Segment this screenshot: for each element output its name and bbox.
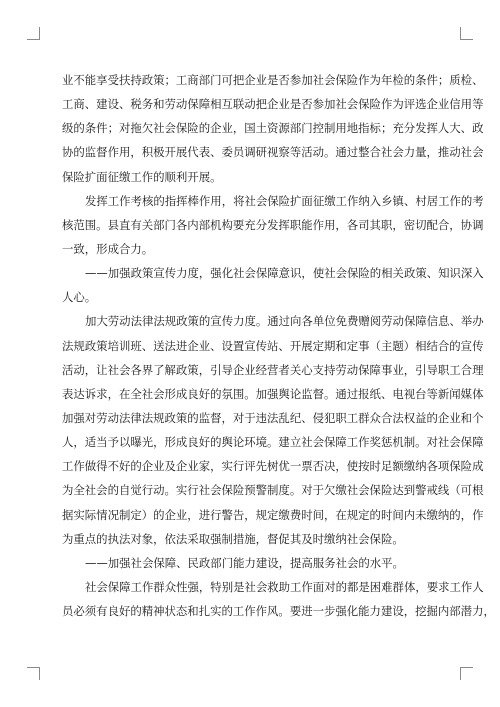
crop-mark-top-right [460, 27, 473, 40]
text-line: ——加强政策宣传力度，强化社会保障意识，使社会保险的相关政策、知识深入 [85, 266, 484, 281]
paragraph [62, 575, 495, 623]
text-line: 为重点的执法对象，依法采取强制措施，督促其及时缴纳社会保险。 [62, 531, 404, 546]
text-line: 核范围。县直有关部门各内部机构要充分发挥职能作用，各司其职，密切配合，协调 [62, 217, 484, 232]
text-line: 人心。 [62, 290, 97, 305]
crop-mark-bottom-left [27, 667, 40, 680]
text-line: 加大劳动法律法规政策的宣传力度。通过向各单位免费赠阅劳动保障信息、举办 [85, 314, 484, 329]
text-line: 工作做得不好的企业及企业家，实行评先树优一票否决，使按时足额缴纳各项保险成 [62, 459, 484, 474]
paragraph [62, 551, 438, 575]
text-line: 社会保障工作群众性强，特别是社会救助工作面对的都是困难群体，要求工作人 [85, 579, 484, 594]
text-line: ——加强社会保障、民政部门能力建设，提高服务社会的水平。 [85, 555, 404, 570]
text-line: 工商、建设、税务和劳动保障相互联动把企业是否参加社会保险作为评选企业信用等 [62, 97, 484, 112]
text-line: 发挥工作考核的指挥棒作用，将社会保险扩面征缴工作纳入乡镇、村居工作的考 [85, 193, 484, 208]
text-line: 级的条件；对拖欠社会保险的企业，国土资源部门控制用地指标；充分发挥人大、政 [62, 121, 484, 136]
paragraph [62, 261, 484, 309]
paragraph [62, 189, 484, 261]
paragraph [62, 309, 484, 550]
crop-mark-top-left [27, 27, 40, 40]
paragraph [62, 68, 484, 189]
text-line: 协的监督作用，积极开展代表、委员调研视察等活动。通过整合社会力量，推动社会 [62, 145, 484, 160]
text-line: 一致，形成合力。 [62, 241, 154, 256]
text-line: 人，适当予以曝光，形成良好的舆论环境。建立社会保障工作奖惩机制。对社会保障 [62, 435, 484, 450]
body-text [62, 68, 495, 623]
text-line: 员必须有良好的精神状态和扎实的工作作风。要进一步强化能力建设，挖掘内部潜力， [62, 604, 495, 619]
text-line: 活动，让社会各界了解政策，引导企业经营者关心支持劳动保障事业，引导职工合理 [62, 362, 484, 377]
text-line: 据实际情况制定）的企业，进行警告，规定缴费时间，在规定的时间内未缴纳的，作 [62, 507, 484, 522]
text-line: 业不能享受扶持政策；工商部门可把企业是否参加社会保险作为年检的条件；质检、 [62, 73, 484, 87]
text-line: 表达诉求，在全社会形成良好的氛围。加强舆论监督。通过报纸、电视台等新闻媒体 [62, 386, 484, 401]
text-line: 加强对劳动法律法规政策的监督，对于违法乱纪、侵犯职工群众合法权益的企业和个 [62, 410, 484, 425]
crop-mark-bottom-right [460, 667, 473, 680]
text-line: 法规政策培训班、送法进企业、设置宣传站、开展定期和定事（主题）相结合的宣传 [62, 338, 484, 353]
text-line: 为全社会的自觉行动。实行社会保险预警制度。对于欠缴社会保险达到警戒线（可根 [62, 483, 484, 498]
text-line: 保险扩面征缴工作的顺利开展。 [62, 169, 222, 184]
